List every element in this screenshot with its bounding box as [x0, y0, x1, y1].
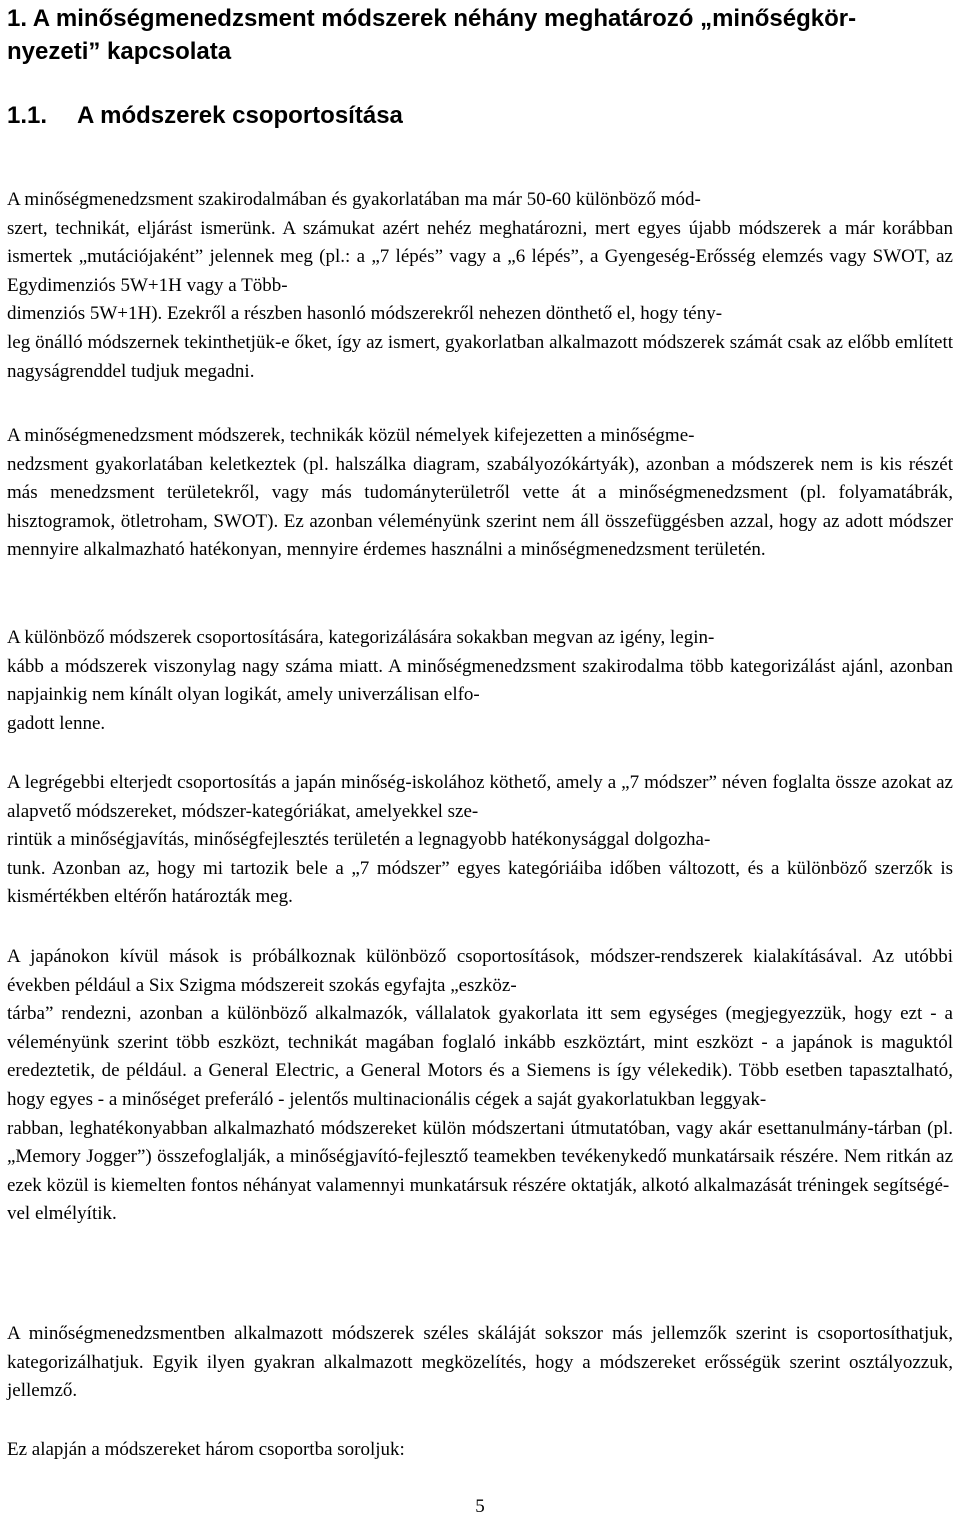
paragraph-3: A különböző módszerek csoportosítására, kategorizálására sokakban megvan az igény, legin- kább a módszerek viszonylag nagy száma miatt. A minőségmenedzsment szakirodalma több kategorizálást ajánl, azonban napjainkig nem kínált olyan logikát, amely univerzálisan elfo- gadott lenne.: [7, 627, 953, 734]
paragraph-4: A legrégebbi elterjedt csoportosítás a japán minőség-iskolához köthető, amely a „7 módszer” néven foglalta össze azokat az alapvető módszereket, módszer-kategóriákat, amelyekkel sze- rintük a minőségjavítás, minőségfejlesztés területén a legnagyobb hatékonysággal dolgozha- tunk. Azonban az, hogy mi tartozik bele a „7 módszer” egyes kategóriáiba időben változott, és a különböző szerzők is kismértékben eltérőn határozták meg.: [7, 772, 953, 908]
section-heading: [7, 99, 953, 132]
paragraph-7: Ez alapján a módszereket három csoportba soroljuk:: [7, 1439, 405, 1460]
page-number: 5: [475, 1496, 485, 1517]
chapter-heading: [7, 2, 953, 68]
chapter-heading-text: 1. A minőségmenedzsment módszerek néhány meghatározó „minőségkör- nyezeti” kapcsolata: [7, 5, 857, 65]
section-number: 1.1.: [7, 102, 48, 129]
section-title: A módszerek csoportosítása: [77, 102, 403, 129]
paragraph-1: A minőségmenedzsment szakirodalmában és gyakorlatában ma már 50-60 különböző mód- szert, technikát, eljárást ismerünk. A számukat azért nehéz meghatározni, mert egyes újabb módszerek a már korábban ismertek „mutációjaként” jelennek meg (pl.: a „7 lépés” vagy a „6 lépés”, a Gyengeség-Erősség elemzés vagy SWOT, az Egydimenziós 5W+1H vagy a Több- dimenziós 5W+1H). Ezekről a részben hasonló módszerekről nehezen dönthető el, hogy tény- leg önálló módszernek tekinthetjük-e őket, így az ismert, gyakorlatban alkalmazott módszerek számát csak az előbb említett nagyságrenddel tudjuk megadni.: [7, 189, 953, 382]
paragraph-5: A japánokon kívül mások is próbálkoznak különböző csoportosítások, módszer-rendszerek kialakításával. Az utóbbi években például a Six Szigma módszereit szokás egyfajta „eszköz- tárba” rendezni, azonban a különböző alkalmazók, vállalatok gyakorlata itt sem egységes (megjegyezzük, hogy ezt - a véleményünk szerint több eszközt, technikát magában foglaló inkább eszköztárt, mint eszközt - a japánok is maguktól eredeztetik, de például. a General Electric, a General Motors és a Siemens is így vélekedik). Több esetben tapasztalható, hogy egyes - a minőséget preferáló - jelentős multinacionális cégek a saját gyakorlatukban leggyak- rabban, leghatékonyabban alkalmazható módszereket külön módszertani útmutatóban, vagy akár esettanulmány-tárban (pl. „Memory Jogger”) összefoglalják, a minőségjavító-fejlesztő teamekben tevékenykedő munkatársaik részére. Nem ritkán az ezek közül is kiemelten fontos néhányat valamennyi munkatársuk részére oktatják, alkotó alkalmazását tréningek segítségé- vel elmélyítik.: [7, 946, 953, 1225]
paragraph-6: A minőségmenedzsmentben alkalmazott módszerek széles skáláját sokszor más jellemzők szerint is csoportosíthatjuk, kategorizálhatjuk. Egyik ilyen gyakran alkalmazott megközelítés, hogy a módszereket erősségük szerint osztályozzuk, jellemző.: [7, 1323, 953, 1402]
paragraph-2: A minőségmenedzsment módszerek, technikák közül némelyek kifejezetten a minőségme- nedzsment gyakorlatában keletkeztek (pl. halszálka diagram, szabályozókártyák), azonban a módszerek nem is kis részét más menedzsment területekről, vagy más tudományterületről vette át a minőségmenedzsment (pl. folyamatábrák, hisztogramok, ötletroham, SWOT). Ez azonban véleményünk szerint nem áll összefüggésben azzal, hogy az adott módszer mennyire alkalmazható hatékonyan, mennyire érdemes használni a minőségmenedzsment területén.: [7, 425, 953, 561]
